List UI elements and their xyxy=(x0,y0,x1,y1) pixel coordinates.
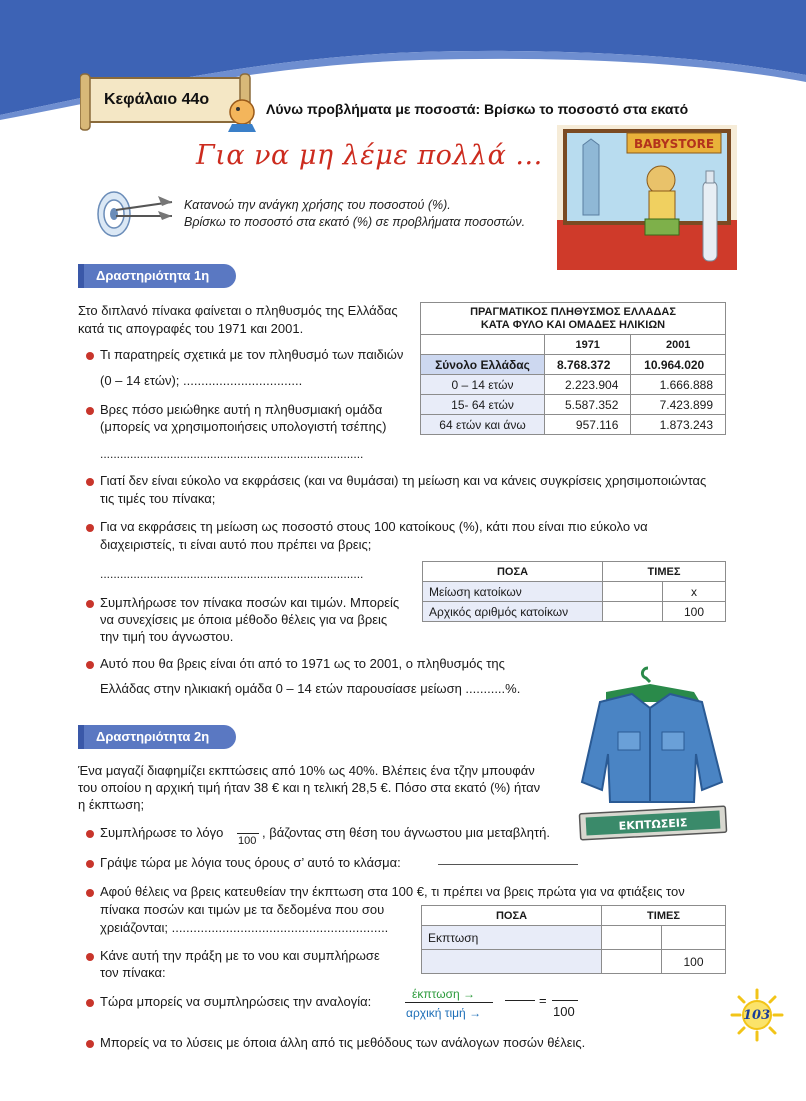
question-3-line-2: τις τιμές του πίνακα; xyxy=(100,491,216,506)
target-icon xyxy=(92,186,178,242)
ratio-denominator-value: 100 xyxy=(553,1004,575,1019)
population-table xyxy=(420,302,726,435)
question-5-line-2: να συνεχίσεις με όποια μέθοδο θέλεις για να βρεις xyxy=(100,612,388,627)
table-row: Αρχικός αριθμός κατοίκων 100 xyxy=(423,602,726,622)
store-sign: BABYSTORE xyxy=(633,137,715,151)
table-row: Μείωση κατοίκων x xyxy=(423,582,726,602)
answer-cell[interactable] xyxy=(602,926,662,950)
bullet xyxy=(86,478,94,486)
question-first-line-1: Αφού θέλεις να βρεις κατευθείαν την έκπτωση στα 100 €, τι πρέπει να βρεις πρώτα για να φτιάξεις τον xyxy=(100,884,685,899)
bullet xyxy=(86,661,94,669)
answer-line[interactable] xyxy=(438,864,578,865)
bullet xyxy=(86,352,94,360)
question-ratio-after: , βάζοντας στη θέση του άγνωστου μια μεταβλητή. xyxy=(262,825,550,840)
bullet xyxy=(86,999,94,1007)
page-number: 103 xyxy=(743,1008,771,1023)
question-mental-line-1: Κάνε αυτή την πράξη με το νου και συμπλήρωσε xyxy=(100,948,380,963)
objective-2: Βρίσκω το ποσοστό στα εκατό (%) σε προβλήματα ποσοστών. xyxy=(184,215,526,229)
bullet xyxy=(86,524,94,532)
fraction-bar[interactable] xyxy=(505,1000,535,1001)
question-6-line-2: Ελλάδας στην ηλικιακή ομάδα 0 – 14 ετών παρουσίασε μείωση ...........%. xyxy=(100,681,521,696)
lesson-title: Λύνω προβλήματα με ποσοστά: Βρίσκω το ποσοστό στα εκατό xyxy=(266,101,689,117)
activity-2-intro-line-2: του οποίου η αρχική τιμή ήταν 38 € και η τελική 28,5 €. Πόσο στα εκατό (%) ήταν xyxy=(78,780,541,795)
objective-1: Κατανοώ την ανάγκη χρήσης του ποσοστού (%). xyxy=(184,198,451,212)
table-row: 100 xyxy=(422,950,726,974)
question-proportion: Τώρα μπορείς να συμπληρώσεις την αναλογία: xyxy=(100,994,372,1009)
header-posa: ΠΟΣΑ xyxy=(423,562,603,582)
question-1-line-1: Τι παρατηρείς σχετικά με τον πληθυσμό των παιδιών xyxy=(100,347,404,362)
bullet xyxy=(86,1040,94,1048)
activity-1-intro-line-2: κατά τις απογραφές του 1971 και 2001. xyxy=(78,321,304,336)
table-row: Σύνολο Ελλάδας 8.768.372 10.964.020 xyxy=(421,355,726,375)
bullet xyxy=(86,953,94,961)
population-table-title: ΠΡΑΓΜΑΤΙΚΟΣ ΠΛΗΘΥΣΜΟΣ ΕΛΛΑΔΑΣ ΚΑΤΑ ΦΥΛΟ ΚΑΙ ΟΜΑΔΕΣ ΗΛΙΚΙΩΝ xyxy=(421,303,726,335)
fraction-bar xyxy=(237,833,259,834)
table-row: Εκπτωση xyxy=(422,926,726,950)
question-6-line-1: Αυτό που θα βρεις είναι ότι από το 1971 ως το 2001, ο πληθυσμός της xyxy=(100,656,505,671)
chapter-title: Κεφάλαιο 44ο xyxy=(104,91,210,108)
question-4-line-2: διαχειριστείς, τι είναι αυτό που πρέπει να βρεις; xyxy=(100,537,372,552)
activity-2-tab: Δραστηριότητα 2η xyxy=(78,725,236,749)
question-4-line-1: Για να εκφράσεις τη μείωση ως ποσοστό στους 100 κατοίκους (%), κάτι που είναι πιο εύκολο να xyxy=(100,519,648,534)
question-mental-line-2: τον πίνακα: xyxy=(100,965,166,980)
answer-dots-2: ............................................................................... xyxy=(100,567,364,581)
question-first-line-2: πίνακα ποσών και τιμών με τα δεδομένα που σου xyxy=(100,902,385,917)
fraction-bar[interactable] xyxy=(552,1000,578,1001)
question-first-line-3: χρειάζονται; ............................................................ xyxy=(100,920,389,935)
bullet xyxy=(86,407,94,415)
question-3-line-1: Γιατί δεν είναι εύκολο να εκφράσεις (και να θυμάσαι) τη μείωση και να κάνεις συγκρίσεις χρησιμοποιώντας xyxy=(100,473,707,488)
question-1-line-2: (0 – 14 ετών); ................................. xyxy=(100,373,303,388)
answer-cell[interactable] xyxy=(422,950,602,974)
activity-2-intro-line-3: η έκπτωση; xyxy=(78,797,145,812)
question-5-line-1: Συμπλήρωσε τον πίνακα ποσών και τιμών. Μπορείς xyxy=(100,595,400,610)
header-2001: 2001 xyxy=(631,335,726,355)
table-row: 15- 64 ετών 5.587.352 7.423.899 xyxy=(421,395,726,415)
ratio-denominator-label: αρχική τιμή → xyxy=(406,1006,482,1020)
amounts-values-table-2 xyxy=(421,905,726,974)
activity-2-intro-line-1: Ένα μαγαζί διαφημίζει εκπτώσεις από 10% ως 40%. Βλέπεις ένα τζην μπουφάν xyxy=(78,763,535,778)
question-2-line-1: Βρες πόσο μειώθηκε αυτή η πληθυσμιακή ομάδα xyxy=(100,402,383,417)
amounts-values-table-1 xyxy=(422,561,726,622)
header-posa: ΠΟΣΑ xyxy=(422,906,602,926)
question-other-methods: Μπορείς να το λύσεις με όποια άλλη από τις μεθόδους των ανάλογων ποσών θέλεις. xyxy=(100,1035,586,1050)
question-terms: Γράψε τώρα με λόγια τους όρους σ’ αυτό το κλάσμα: xyxy=(100,855,401,870)
answer-dots-1: ............................................................................... xyxy=(100,447,364,461)
intro-tagline: Για να μη λέμε πολλά ... xyxy=(196,140,543,171)
fraction-denominator: 100 xyxy=(238,835,257,847)
answer-cell[interactable] xyxy=(603,602,663,622)
header-times: ΤΙΜΕΣ xyxy=(602,906,726,926)
activity-1-tab: Δραστηριότητα 1η xyxy=(78,264,236,288)
question-2-line-2: (μπορείς να χρησιμοποιήσεις υπολογιστή τσέπης) xyxy=(100,419,387,434)
question-5-line-3: την τιμή του άγνωστου. xyxy=(100,629,234,644)
sale-sign: ΕΚΠΤΩΣΕΙΣ xyxy=(618,816,688,833)
header-1971: 1971 xyxy=(545,335,631,355)
bullet xyxy=(86,830,94,838)
objectives xyxy=(184,197,525,231)
activity-1-intro-line-1: Στο διπλανό πίνακα φαίνεται ο πληθυσμός της Ελλάδας xyxy=(78,303,398,318)
table-row: 0 – 14 ετών 2.223.904 1.666.888 xyxy=(421,375,726,395)
equals-sign: = xyxy=(539,993,547,1008)
question-ratio-before: Συμπλήρωσε το λόγο xyxy=(100,825,224,840)
fraction-bar xyxy=(405,1002,493,1003)
bullet xyxy=(86,860,94,868)
header-times: ΤΙΜΕΣ xyxy=(603,562,726,582)
bullet xyxy=(86,889,94,897)
answer-cell[interactable] xyxy=(602,950,662,974)
jacket-illustration xyxy=(578,662,728,842)
answer-cell[interactable] xyxy=(662,926,726,950)
babystore-illustration xyxy=(557,125,737,270)
bullet xyxy=(86,600,94,608)
header-blank xyxy=(421,335,545,355)
ratio-numerator-label: έκπτωση → xyxy=(412,987,475,1001)
answer-cell[interactable] xyxy=(603,582,663,602)
table-row: 64 ετών και άνω 957.116 1.873.243 xyxy=(421,415,726,435)
